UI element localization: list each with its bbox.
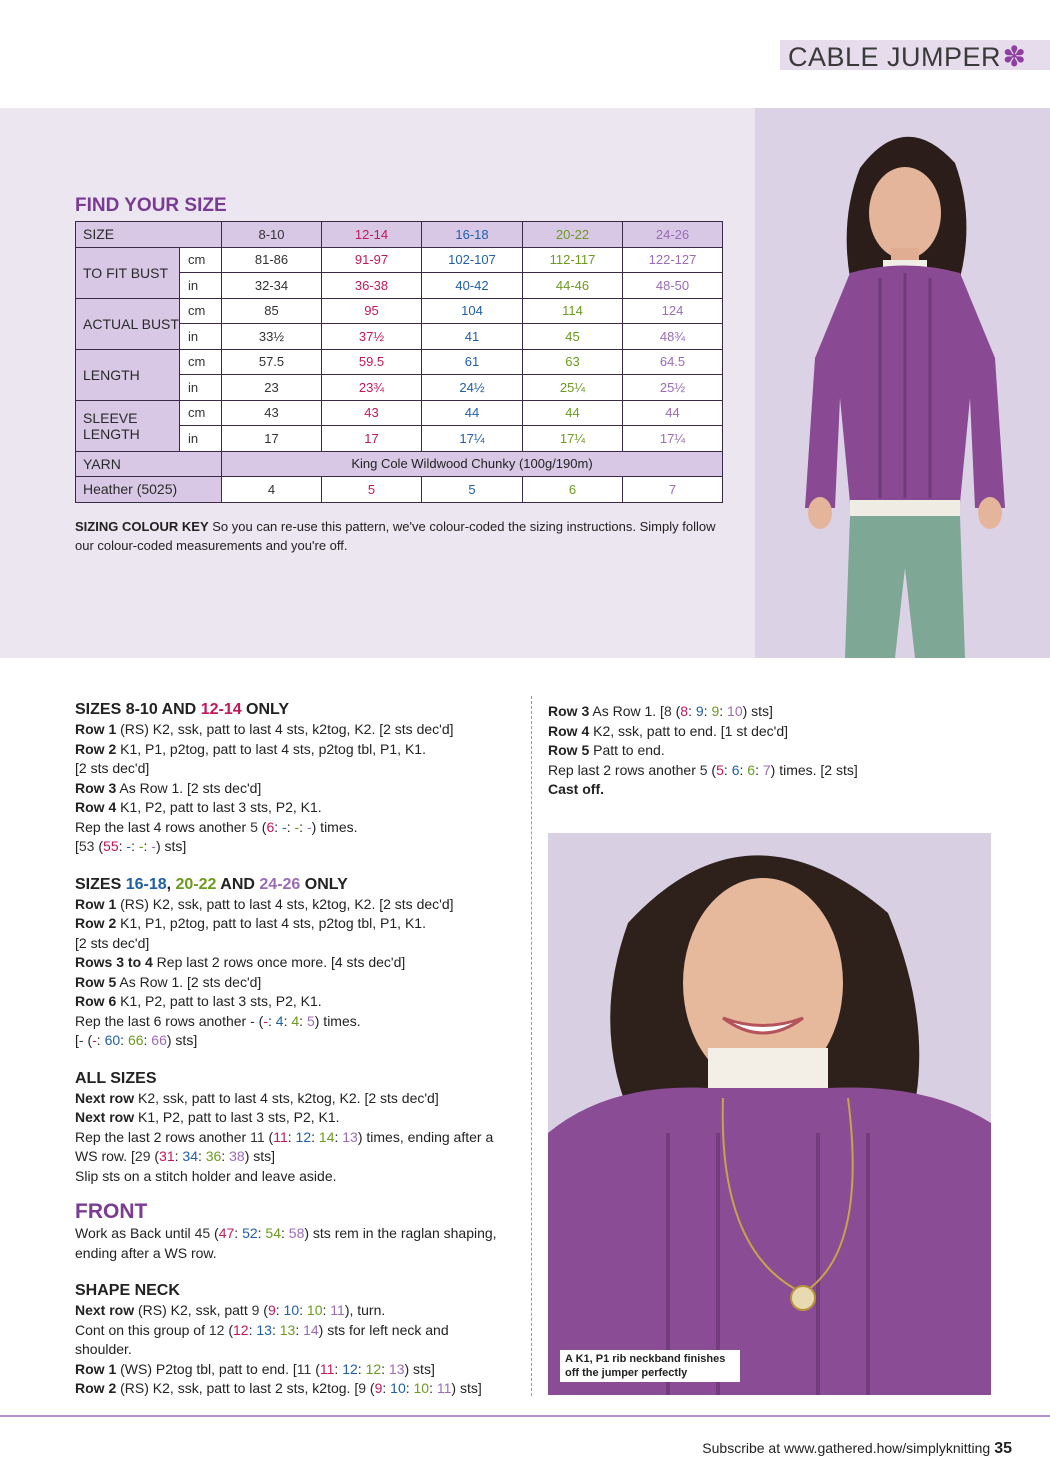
table-cell: 63 — [523, 349, 623, 375]
instruction-line: Row 2 K1, P1, p2tog, patt to last 4 sts, p2tog tbl, P1, K1. — [75, 915, 426, 931]
table-cell: 23 — [222, 375, 322, 401]
table-cell: 122-127 — [623, 247, 723, 273]
table-cell: 57.5 — [222, 349, 322, 375]
instruction-line: Work as Back until 45 (47: 52: 54: 58) sts rem in the raglan shaping, — [75, 1225, 497, 1241]
row-label-actual-bust: ACTUAL BUST — [76, 298, 180, 349]
yarn-colour-label: Heather (5025) — [76, 477, 222, 503]
table-row — [76, 400, 723, 426]
table-cell: 43 — [222, 400, 322, 426]
section-title-tab — [780, 40, 1050, 70]
instruction-line: Row 1 (RS) K2, ssk, patt to last 4 sts, k2tog, K2. [2 sts dec'd] — [75, 721, 454, 737]
instruction-line: Row 3 As Row 1. [2 sts dec'd] — [75, 779, 262, 796]
front-heading: FRONT — [75, 1200, 148, 1223]
unit-in: in — [180, 324, 222, 350]
instruction-line: Next row K2, ssk, patt to last 4 sts, k2tog, K2. [2 sts dec'd] — [75, 1089, 439, 1106]
table-cell: 40-42 — [422, 273, 523, 299]
table-cell: 59.5 — [322, 349, 422, 375]
size-table — [75, 221, 723, 503]
subscribe-link[interactable]: Subscribe at www.gathered.how/simplyknitting — [702, 1440, 991, 1456]
photo-neckband-closeup — [548, 833, 991, 1395]
instruction-line: [2 sts dec'd] — [75, 760, 150, 776]
unit-cm: cm — [180, 349, 222, 375]
instruction-line: Row 3 As Row 1. [8 (8: 9: 9: 10) sts] — [548, 703, 773, 719]
photo-caption: A K1, P1 rib neckband finishes off the jumper perfectly — [560, 1350, 740, 1382]
table-row — [76, 247, 723, 273]
instruction-line: Rows 3 to 4 Rep last 2 rows once more. [4 sts dec'd] — [75, 954, 406, 970]
table-cell: 25¼ — [523, 375, 623, 401]
row-label-bust: TO FIT BUST — [76, 247, 180, 298]
photo-model-full — [755, 108, 1050, 658]
unit-cm: cm — [180, 298, 222, 324]
table-cell: 33½ — [222, 324, 322, 350]
table-cell: 4 — [222, 477, 322, 503]
size-col: 20-22 — [523, 222, 623, 248]
table-cell: 17¼ — [523, 426, 623, 452]
table-row — [76, 298, 723, 324]
table-cell: 114 — [523, 298, 623, 324]
table-cell: 17 — [322, 426, 422, 452]
instruction-line: Row 6 K1, P2, patt to last 3 sts, P2, K1. — [75, 993, 322, 1009]
instruction-line: shoulder. — [75, 1341, 132, 1357]
instruction-line: Rep the last 4 rows another 5 (6: -: -: -) times. — [75, 818, 358, 835]
table-cell: 44-46 — [523, 273, 623, 299]
instruction-line: Slip sts on a stitch holder and leave aside. — [75, 1167, 337, 1184]
table-cell: 7 — [623, 477, 723, 503]
table-cell: 64.5 — [623, 349, 723, 375]
table-cell: 17¼ — [422, 426, 523, 452]
table-cell: 43 — [322, 400, 422, 426]
table-cell: 95 — [322, 298, 422, 324]
instruction-line: Cont on this group of 12 (12: 13: 13: 14) sts for left neck and — [75, 1321, 449, 1338]
table-cell: 44 — [623, 400, 723, 426]
table-cell: 17 — [222, 426, 322, 452]
table-cell: 32-34 — [222, 273, 322, 299]
table-cell: 104 — [422, 298, 523, 324]
instruction-line: Rep last 2 rows another 5 (5: 6: 6: 7) times. [2 sts] — [548, 761, 858, 778]
sizing-key-text: So you can re-use this pattern, we've colour-coded the sizing instructions. Simply follow our colour-coded measurements and you're off. — [75, 519, 716, 553]
size-col: 12-14 — [322, 222, 422, 248]
table-cell: 5 — [322, 477, 422, 503]
table-cell: 44 — [422, 400, 523, 426]
flower-icon: ✽ — [1002, 41, 1026, 72]
page-title: CABLE JUMPER — [788, 42, 1002, 72]
section-heading: ALL SIZES — [75, 1069, 157, 1087]
instruction-line: [2 sts dec'd] — [75, 934, 150, 951]
unit-in: in — [180, 375, 222, 401]
column-divider — [531, 696, 532, 1396]
table-cell: 91-97 — [322, 247, 422, 273]
table-cell: 17¼ — [623, 426, 723, 452]
size-header-row — [76, 222, 723, 248]
instructions-right-column — [548, 702, 988, 800]
instruction-line: ending after a WS row. — [75, 1244, 217, 1261]
size-label: SIZE — [76, 222, 222, 248]
instruction-line: Next row (RS) K2, ssk, patt 9 (9: 10: 10: 11), turn. — [75, 1302, 386, 1318]
table-cell: 25½ — [623, 375, 723, 401]
sizing-colour-key — [75, 517, 735, 555]
instruction-line: Row 4 K2, ssk, patt to end. [1 st dec'd] — [548, 722, 789, 739]
size-table-title: FIND YOUR SIZE — [75, 195, 227, 216]
yarn-name: King Cole Wildwood Chunky (100g/190m) — [222, 451, 723, 477]
table-cell: 102-107 — [422, 247, 523, 273]
row-label-sleeve-length: SLEEVE LENGTH — [76, 400, 180, 451]
table-cell: 45 — [523, 324, 623, 350]
table-cell: 24½ — [422, 375, 523, 401]
instruction-line: WS row. [29 (31: 34: 36: 38) sts] — [75, 1148, 276, 1164]
footer-rule — [0, 1415, 1050, 1417]
table-cell: 48-50 — [623, 273, 723, 299]
instruction-line: Row 1 (WS) P2tog tbl, patt to end. [11 (11: 12: 12: 13) sts] — [75, 1360, 435, 1377]
instruction-line: Row 4 K1, P2, patt to last 3 sts, P2, K1. — [75, 799, 322, 815]
table-cell: 61 — [422, 349, 523, 375]
table-cell: 23¾ — [322, 375, 422, 401]
row-label-length: LENGTH — [76, 349, 180, 400]
size-col: 8-10 — [222, 222, 322, 248]
section-heading: SIZES 16-18, 20-22 AND 24-26 ONLY — [75, 875, 348, 893]
instruction-line: Row 2 (RS) K2, ssk, patt to last 2 sts, k2tog. [9 (9: 10: 10: 11) sts] — [75, 1380, 482, 1396]
instruction-line: Row 1 (RS) K2, ssk, patt to last 4 sts, k2tog, K2. [2 sts dec'd] — [75, 895, 454, 912]
instruction-line: Rep the last 2 rows another 11 (11: 12: 14: 13) times, ending after a — [75, 1128, 494, 1145]
instruction-line: Row 5 As Row 1. [2 sts dec'd] — [75, 973, 262, 990]
section-heading: SIZES 8-10 AND 12-14 ONLY — [75, 701, 290, 718]
table-cell: 41 — [422, 324, 523, 350]
table-cell: 44 — [523, 400, 623, 426]
instruction-line: Rep the last 6 rows another - (-: 4: 4: 5) times. — [75, 1012, 361, 1029]
instruction-line: Row 2 K1, P1, p2tog, patt to last 4 sts, p2tog tbl, P1, K1. — [75, 740, 426, 757]
sizing-key-label: SIZING COLOUR KEY — [75, 519, 209, 534]
unit-cm: cm — [180, 247, 222, 273]
section-heading: SHAPE NECK — [75, 1282, 180, 1299]
unit-cm: cm — [180, 400, 222, 426]
yarn-label: YARN — [76, 451, 222, 477]
size-col: 24-26 — [623, 222, 723, 248]
table-cell: 6 — [523, 477, 623, 503]
table-row — [76, 477, 723, 503]
footer — [702, 1440, 1012, 1458]
table-cell: 85 — [222, 298, 322, 324]
table-cell: 5 — [422, 477, 523, 503]
table-cell: 48¾ — [623, 324, 723, 350]
instruction-line: [- (-: 60: 66: 66) sts] — [75, 1032, 198, 1048]
table-cell: 112-117 — [523, 247, 623, 273]
instruction-line: Next row K1, P2, patt to last 3 sts, P2, K1. — [75, 1109, 340, 1125]
yarn-row — [76, 451, 723, 477]
page-number: 35 — [994, 1440, 1012, 1457]
table-row — [76, 349, 723, 375]
instruction-line: Cast off. — [548, 781, 604, 797]
unit-in: in — [180, 426, 222, 452]
instructions-left-column — [75, 700, 520, 1399]
table-cell: 124 — [623, 298, 723, 324]
instruction-line: [53 (55: -: -: -) sts] — [75, 838, 187, 854]
table-cell: 37½ — [322, 324, 422, 350]
size-col: 16-18 — [422, 222, 523, 248]
unit-in: in — [180, 273, 222, 299]
instruction-line: Row 5 Patt to end. — [548, 742, 665, 758]
table-cell: 36-38 — [322, 273, 422, 299]
table-cell: 81-86 — [222, 247, 322, 273]
